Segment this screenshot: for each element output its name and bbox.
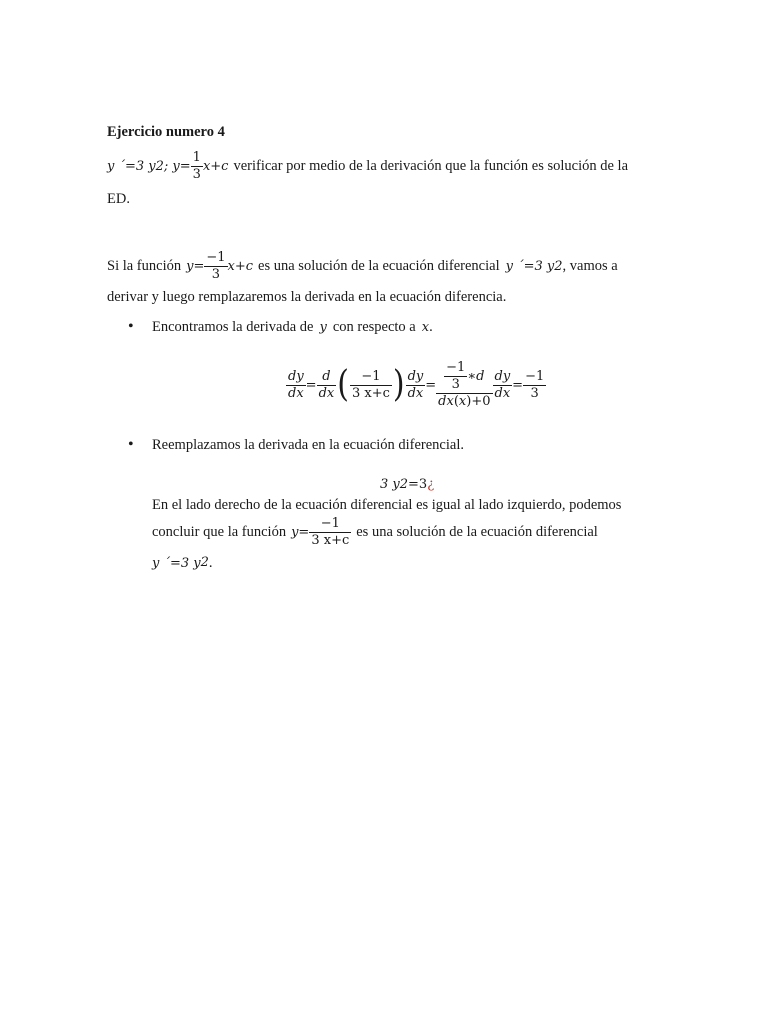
dy-label: dy — [407, 368, 424, 384]
intro-y-eq: y= — [186, 259, 205, 274]
solution-suffix: x+c — [202, 159, 229, 174]
intro-paragraph-line2: derivar y luego remplazaremos la derivada en la ecuación diferencia. — [107, 289, 507, 305]
conclusion-line2 — [152, 517, 598, 548]
conclusion-suffix: es una solución de la ecuación diferencial — [356, 524, 598, 541]
exercise-statement: y ´=3 y 2 ; y= $\frac{1}{3}$ x+c verificar por medio de la derivación que la función es solución de la — [107, 150, 629, 182]
result-fraction — [523, 370, 546, 401]
intro-middle-text: es una solución de la ecuación diferencial — [258, 258, 500, 275]
fraction-denominator: 3 x+c — [311, 533, 350, 548]
dy-dx-fraction-2 — [406, 370, 426, 401]
dy-label: dy — [288, 368, 304, 384]
big-den-plus-zero: +0 — [471, 394, 491, 409]
derivation-equation: $\frac{dy}{dx}$ = $\frac{d}{dx}$ ( $\frac{-1}{3 x+c}$ ) $\frac{dy}{dx}$ = $\frac{-1}{3}$ ∗d dx(x)+0 $\frac{dy}{dx}$ = $\frac{-1}{3}$ — [288, 360, 545, 409]
dx-label: dx — [407, 385, 424, 401]
fraction-numerator: 1 — [192, 150, 201, 165]
intro-prefix: Si la función — [107, 258, 182, 275]
fraction-denominator: 3 — [211, 267, 221, 282]
conclusion-y-eq: y= — [291, 525, 310, 540]
inner-denominator: 3 x+c — [351, 385, 390, 401]
result-denominator: 3 — [530, 385, 539, 401]
conclusion-prefix: concluir que la función — [152, 524, 287, 541]
conclusion-period: . — [208, 555, 213, 571]
fraction-numerator: −1 — [320, 516, 340, 531]
inner-numerator: −1 — [361, 368, 381, 384]
bullet1-var-x: x — [421, 319, 430, 335]
sub-mark: ¿ — [427, 477, 435, 492]
fraction-denominator: 3 — [192, 167, 201, 182]
intro-ode: y ´=3 y — [505, 259, 555, 274]
fraction-minus-one-third — [204, 251, 227, 282]
bullet-marker: • — [128, 318, 134, 335]
big-fraction: $\frac{-1}{3}$ ∗d dx(x)+0 — [438, 360, 491, 409]
fraction-one-third — [191, 151, 203, 182]
sub-lhs: 3 y — [380, 477, 400, 492]
dx-label: dx — [318, 385, 335, 401]
solution-prefix: ; y= — [163, 159, 191, 174]
result-numerator: −1 — [525, 368, 545, 384]
statement-continuation: ED. — [107, 191, 130, 207]
conclusion-line3: y ´=3 y 2 . — [152, 555, 213, 571]
bullet1-middle: con respecto a — [332, 319, 416, 335]
bullet1-prefix: Encontramos la derivada de — [152, 319, 314, 335]
conclusion-line1: En el lado derecho de la ecuación diferencial es igual al lado izquierdo, podemos — [152, 497, 622, 513]
intro-paragraph-line1: Si la función y= $\frac{-1}{3}$ x+c es una solución de la ecuación diferencial y ´=3 y 2 , vamos a — [107, 250, 618, 282]
ode-expression: y ´=3 y — [107, 159, 156, 174]
exercise-title: Ejercicio numero 4 — [107, 124, 225, 140]
big-den-x: x — [458, 394, 467, 409]
nested-fraction — [444, 361, 467, 392]
bullet1-suffix: . — [429, 319, 433, 335]
substituted-equation: 3 y 2 =3 ¿ — [380, 476, 435, 492]
nested-denominator: 3 — [451, 377, 460, 392]
statement-text: verificar por medio de la derivación que la función es solución de la — [233, 158, 629, 175]
inner-fraction — [350, 370, 392, 401]
conclusion-fraction — [309, 517, 351, 548]
d-dx-fraction — [317, 370, 337, 401]
bullet-marker: • — [128, 436, 134, 453]
big-den-dx: dx — [438, 394, 454, 409]
times-d: ∗d — [467, 368, 485, 384]
bullet-substitute: Reemplazamos la derivada en la ecuación diferencial. — [152, 437, 464, 453]
d-label: d — [322, 368, 331, 384]
bullet1-var-y: y — [319, 319, 327, 335]
intro-x-plus-c: x+c — [227, 259, 254, 274]
dx-label: dx — [494, 385, 511, 401]
sub-rhs: =3 — [408, 477, 428, 492]
bullet-derivative — [152, 320, 433, 335]
dy-dx-fraction — [286, 370, 306, 401]
dy-dx-fraction-3 — [493, 370, 513, 401]
conclusion-ode: y ´=3 y — [152, 555, 201, 571]
dy-label: dy — [494, 368, 511, 384]
dx-label: dx — [288, 385, 304, 401]
nested-numerator: −1 — [446, 360, 466, 375]
intro-suffix: , vamos a — [562, 258, 618, 275]
fraction-numerator: −1 — [206, 250, 226, 265]
